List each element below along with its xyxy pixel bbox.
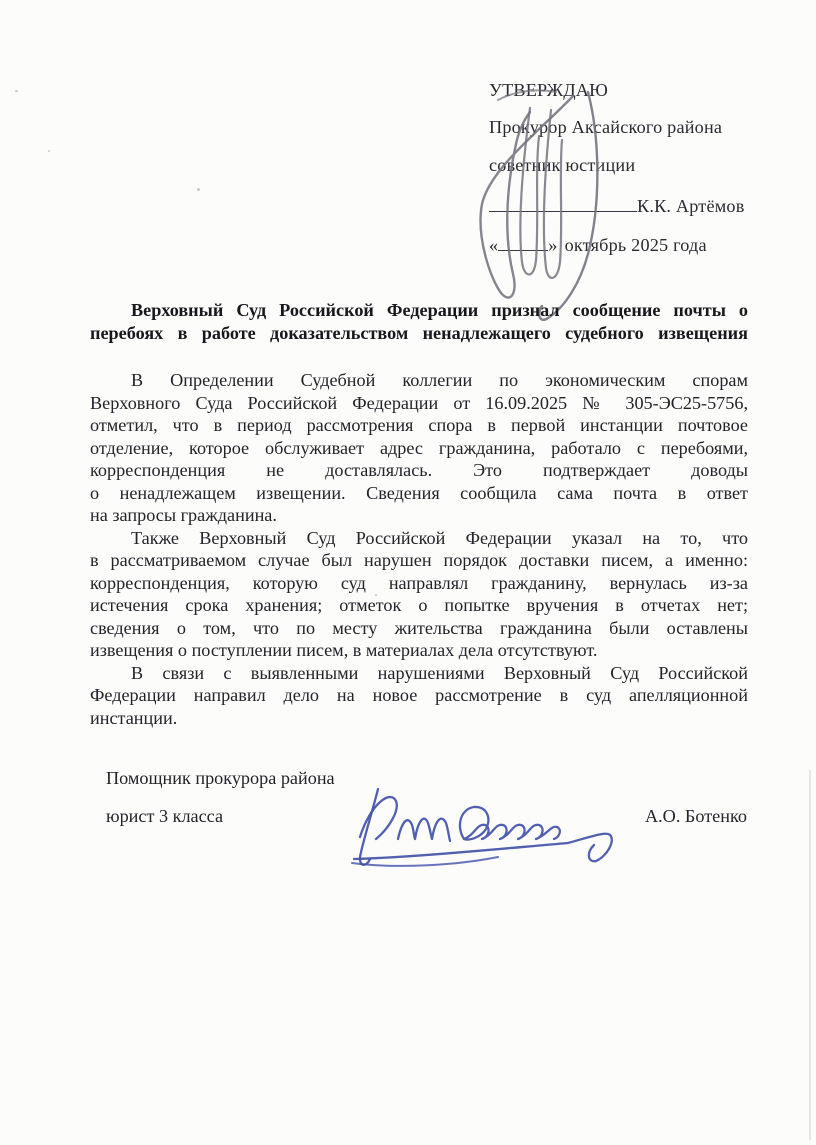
text-line: извещения о поступлении писем, в материалах дела отсутствуют.: [90, 640, 598, 660]
scan-speck: [375, 594, 377, 596]
text-line: сведения о том, что по месту жительства гражданина были оставлены: [90, 617, 748, 638]
approver-title: Прокурор Аксайского района: [489, 117, 723, 137]
document-title: [90, 299, 748, 344]
close-quote: »: [548, 235, 558, 256]
text-line: инстанции.: [90, 707, 178, 728]
text-line: истечения срока хранения; отметок о попытке вручения в отчетах нет;: [90, 595, 748, 615]
assistant-name: А.О. Ботенко: [645, 806, 747, 826]
text-line: отделение, которое обслуживает адрес гражданина, работало с перебоями,: [90, 437, 748, 458]
open-quote: «: [489, 235, 499, 256]
text-line: Верховный Суд Российской Федерации признал сообщение почты о: [131, 300, 748, 320]
text-line: корреспонденция не доставлялась. Это подтверждает доводы: [90, 460, 748, 480]
scan-speck: [15, 90, 18, 92]
paragraph-2: [90, 527, 748, 662]
approver-rank: советник юстиции: [489, 155, 636, 175]
assistant-signature-ink: [318, 773, 628, 873]
scan-speck: [197, 188, 200, 191]
text-line: перебоях в работе доказательством ненадлежащего судебного извещения: [90, 322, 748, 343]
assistant-position-line1: Помощник прокурора района: [106, 768, 335, 788]
text-line: в рассматриваемом случае был нарушен порядок доставки писем, а именно:: [90, 550, 748, 570]
approver-signature-ink: [438, 78, 618, 328]
paragraph-3: [90, 662, 748, 730]
document-body: [90, 369, 748, 729]
text-line: корреспонденция, которую суд направлял гражданину, вернулась из-за: [90, 572, 748, 593]
scan-speck: [134, 421, 136, 423]
scan-speck: [48, 150, 50, 152]
text-line: В связи с выявленными нарушениями Верховный Суд Российской: [131, 662, 748, 683]
approver-name: К.К. Артёмов: [637, 196, 745, 217]
text-line: В Определении Судебной коллегии по экономическим спорам: [131, 370, 748, 390]
text-line: на запросы гражданина.: [90, 505, 277, 525]
approval-stamp-word: УТВЕРЖДАЮ: [489, 80, 609, 100]
scanner-edge-artifact: [809, 770, 811, 1140]
text-line: Верховного Суда Российской Федерации от 16.09.2025 № 305-ЭС25-5756,: [90, 392, 748, 413]
text-line: Также Верховный Суд Российской Федерации указал на то, что: [131, 527, 748, 548]
text-line: Федерации направил дело на новое рассмотрение в суд апелляционной: [90, 685, 748, 705]
approval-date-text: октябрь 2025 года: [564, 235, 707, 256]
text-line: о ненадлежащем извещении. Сведения сообщила сама почта в ответ: [90, 482, 748, 503]
assistant-position-line2: юрист 3 класса: [106, 806, 224, 826]
text-line: отметил, что в период рассмотрения спора в первой инстанции почтовое: [90, 415, 748, 435]
paragraph-1: [90, 369, 748, 527]
